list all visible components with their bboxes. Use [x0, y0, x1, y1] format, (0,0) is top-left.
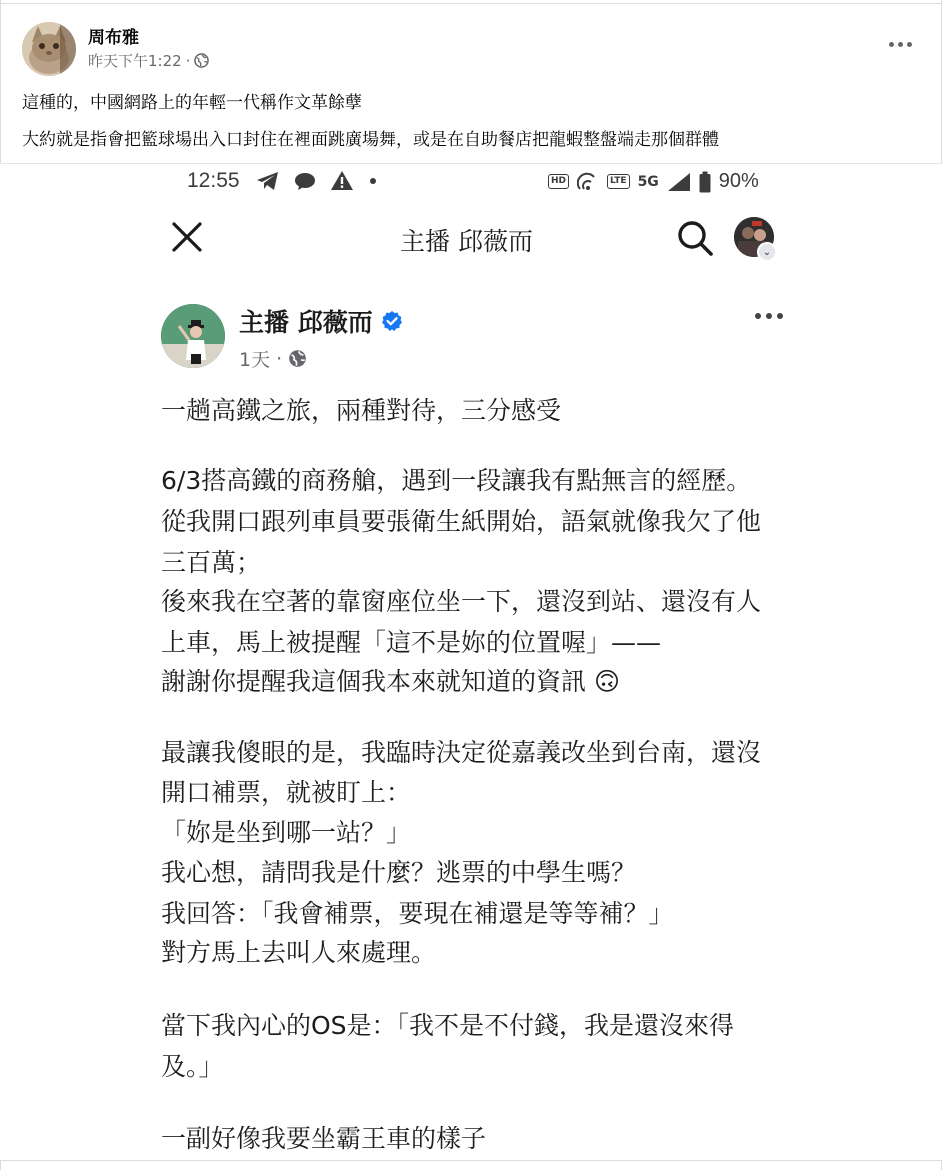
- author-avatar[interactable]: [22, 22, 76, 76]
- battery-percent: 90%: [718, 170, 759, 192]
- meta-separator: ·: [185, 51, 191, 70]
- more-dot-icon: [907, 42, 912, 47]
- network-type: 5G: [637, 173, 659, 190]
- globe-icon[interactable]: [194, 53, 209, 68]
- inner-post-text-line: 謝謝你提醒我這個我本來就知道的資訊 🙃: [161, 667, 621, 696]
- inner-post-more-button[interactable]: [755, 304, 791, 328]
- warning-icon: [330, 170, 354, 191]
- inner-post-text-line: 一副好像我要坐霸王車的樣子: [161, 1124, 487, 1153]
- post-timestamp[interactable]: 昨天下午1:22: [88, 52, 182, 70]
- more-dot-icon: [777, 313, 783, 319]
- battery-icon: [699, 171, 711, 193]
- meta-separator: ·: [276, 347, 283, 370]
- status-time: 12:55: [187, 169, 240, 192]
- chevron-down-icon[interactable]: ⌄: [757, 242, 777, 262]
- inner-post-text-line: 6/3搭高鐵的商務艙，遇到一段讓我有點無言的經歷。: [161, 466, 752, 495]
- more-dot-icon: [889, 42, 894, 47]
- page-avatar[interactable]: [161, 304, 225, 368]
- inner-post-text-line: 對方馬上去叫人來處理。: [161, 938, 437, 967]
- more-dot-icon: [755, 313, 761, 319]
- volte-badge: LTE: [607, 174, 630, 189]
- page-avatar-image: [161, 304, 225, 368]
- telegram-icon: [256, 171, 280, 191]
- globe-icon: [288, 349, 307, 368]
- post-more-options-button[interactable]: [882, 32, 918, 56]
- inner-post-text-line: 當下我內心的OS是：「我不是不付錢，我是還沒來得: [161, 1011, 735, 1040]
- attached-screenshot[interactable]: [0, 164, 942, 1160]
- inner-post-text-line: 我心想，請問我是什麼？逃票的中學生嗎？: [161, 858, 637, 887]
- close-icon[interactable]: [170, 220, 204, 254]
- inner-post-text-line: 一趟高鐵之旅，兩種對待，三分感受: [161, 396, 562, 425]
- post-text-line: 這種的，中國網路上的年輕一代稱作文革餘孽: [22, 93, 362, 113]
- inner-post-text-line: 開口補票，就被盯上：: [161, 778, 412, 807]
- page-name-text[interactable]: 主播 邱薇而: [239, 308, 373, 337]
- cat-avatar-image: [22, 22, 76, 76]
- frame-top-border: [0, 3, 942, 4]
- more-dot-icon: [898, 42, 903, 47]
- post-meta: [88, 50, 209, 71]
- inner-post-text-line: 最讓我傻眼的是，我臨時決定從嘉義改坐到台南，還沒: [161, 738, 762, 767]
- post-author-name[interactable]: 周布雅: [88, 28, 139, 48]
- more-dot-icon: [766, 313, 772, 319]
- inner-post-text-line: 從我開口跟列車員要張衛生紙開始，語氣就像我欠了他: [161, 507, 762, 536]
- search-icon[interactable]: [676, 219, 714, 257]
- app-bar-title: 主播 邱薇而: [400, 227, 533, 256]
- inner-post-text-line: 及。」: [161, 1052, 224, 1081]
- inner-post-time[interactable]: 1天: [239, 349, 271, 371]
- inner-post-meta: [239, 345, 307, 372]
- signal-icon: [667, 172, 691, 192]
- inner-post-text-line: 後來我在空著的靠窗座位坐一下，還沒到站、還沒有人: [161, 587, 762, 616]
- verified-badge-icon: [381, 310, 403, 332]
- frame-bottom-border: [0, 1160, 942, 1161]
- post-text-line: 大約就是指會把籃球場出入口封住在裡面跳廣場舞，或是在自助餐店把龍蝦整盤端走那個群體: [22, 130, 719, 150]
- status-left-icons: [256, 170, 378, 191]
- inner-post-text-line: 「妳是坐到哪一站？」: [161, 818, 412, 847]
- inner-post-text-line: 三百萬；: [161, 548, 262, 577]
- dot-icon: [368, 171, 378, 191]
- chat-bubble-icon: [294, 171, 316, 191]
- inner-post-text-line: 我回答：「我會補票，要現在補還是等等補？」: [161, 899, 674, 928]
- page-name[interactable]: [239, 303, 403, 339]
- hotspot-icon: [577, 172, 599, 192]
- inner-post-text-line: 上車，馬上被提醒「這不是妳的位置喔」——: [161, 628, 662, 657]
- hd-badge: HD: [548, 174, 569, 189]
- status-right-icons: [548, 170, 759, 193]
